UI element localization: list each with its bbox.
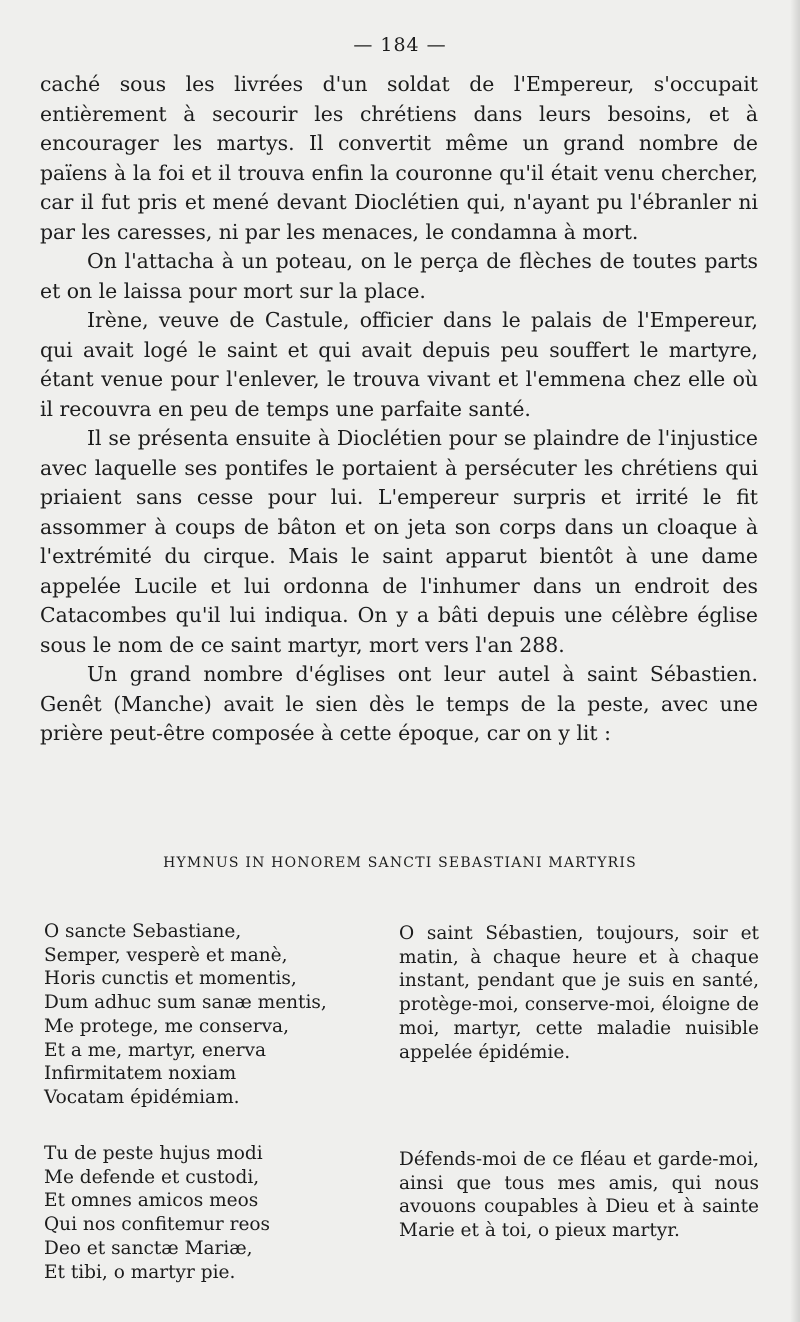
latin-verse: Et omnes amicos meos bbox=[44, 1190, 259, 1212]
french-translation-1: O saint Sébastien, toujours, soir et matin, à chaque heure et à chaque instant, pendant que je suis en santé, protège-moi, conserve-moi, éloigne de moi, martyr, cette maladie nuisible appelée épidémie. bbox=[399, 923, 759, 1063]
main-text bbox=[40, 70, 758, 749]
page-edge-shadow bbox=[790, 0, 800, 1322]
latin-verse: O sancte Sebastiane, bbox=[44, 921, 242, 942]
latin-verse: Infirmitatem noxiam bbox=[44, 1063, 237, 1085]
latin-stanza-1 bbox=[44, 920, 374, 1110]
latin-verse: Me defende et custodi, bbox=[44, 1166, 260, 1188]
latin-verse: Semper, vesperè et manè, bbox=[44, 944, 288, 966]
latin-verse: Et tibi, o martyr pie. bbox=[44, 1261, 236, 1283]
latin-verse: Et a me, martyr, enerva bbox=[44, 1039, 266, 1061]
latin-verse: Dum adhuc sum sanæ mentis, bbox=[44, 992, 327, 1014]
paragraph: Irène, veuve de Castule, officier dans le palais de l'Empereur, qui avait logé le saint et qui avait depuis peu souffert le martyre, étant venue pour l'enlever, le trouva vivant et l'emmena chez elle où il recouvra en peu de temps une parfaite santé. bbox=[40, 308, 758, 421]
hymn-title: HYMNUS IN HONOREM SANCTI SEBASTIANI MARTYRIS bbox=[163, 855, 637, 871]
page-number: — 184 — bbox=[353, 34, 447, 56]
latin-stanza-2 bbox=[44, 1142, 374, 1284]
latin-verse: Me protege, me conserva, bbox=[44, 1015, 289, 1037]
paragraph: Il se présenta ensuite à Dioclétien pour se plaindre de l'injustice avec laquelle ses pontifes le portaient à persécuter les chrétiens qui priaient sans cesse pour lui. L'empereur surpris et irrité le fit assommer à coups de bâton et on jeta son corps dans un cloaque à l'extrémité du cirque. Mais le saint apparut bientôt à une dame appelée Lucile et lui ordonna de l'inhumer dans un endroit des Catacombes qu'il lui indiqua. On y a bâti depuis une célèbre église sous le nom de ce saint martyr, mort vers l'an 288. bbox=[40, 426, 758, 657]
latin-verse: Vocatam épidémiam. bbox=[44, 1086, 240, 1108]
french-translation-2: Défends-moi de ce fléau et garde-moi, ainsi que tous mes amis, qui nous avouons coupables à Dieu et à sainte Marie et à toi, o pieux martyr. bbox=[399, 1149, 759, 1242]
latin-verse: Qui nos confitemur reos bbox=[44, 1214, 271, 1236]
latin-verse: Tu de peste hujus modi bbox=[44, 1143, 263, 1164]
latin-verse: Deo et sanctæ Mariæ, bbox=[44, 1237, 253, 1259]
paragraph: On l'attacha à un poteau, on le perça de flèches de toutes parts et on le laissa pour mort sur la place. bbox=[40, 249, 758, 303]
paragraph: caché sous les livrées d'un soldat de l'Empereur, s'occupait entièrement à secourir les chrétiens dans leurs besoins, et à encourager les martys. Il convertit même un grand nombre de païens à la foi et il trouva enfin la couronne qu'il était venu chercher, car il fut pris et mené devant Dioclétien qui, n'ayant pu l'ébranler ni par les caresses, ni par les menaces, le condamna à mort. bbox=[40, 72, 758, 244]
latin-verse: Horis cunctis et momentis, bbox=[44, 968, 297, 990]
paragraph: Un grand nombre d'églises ont leur autel à saint Sébastien. Genêt (Manche) avait le sien dès le temps de la peste, avec une prière peut-être composée à cette époque, car on y lit : bbox=[40, 662, 758, 745]
